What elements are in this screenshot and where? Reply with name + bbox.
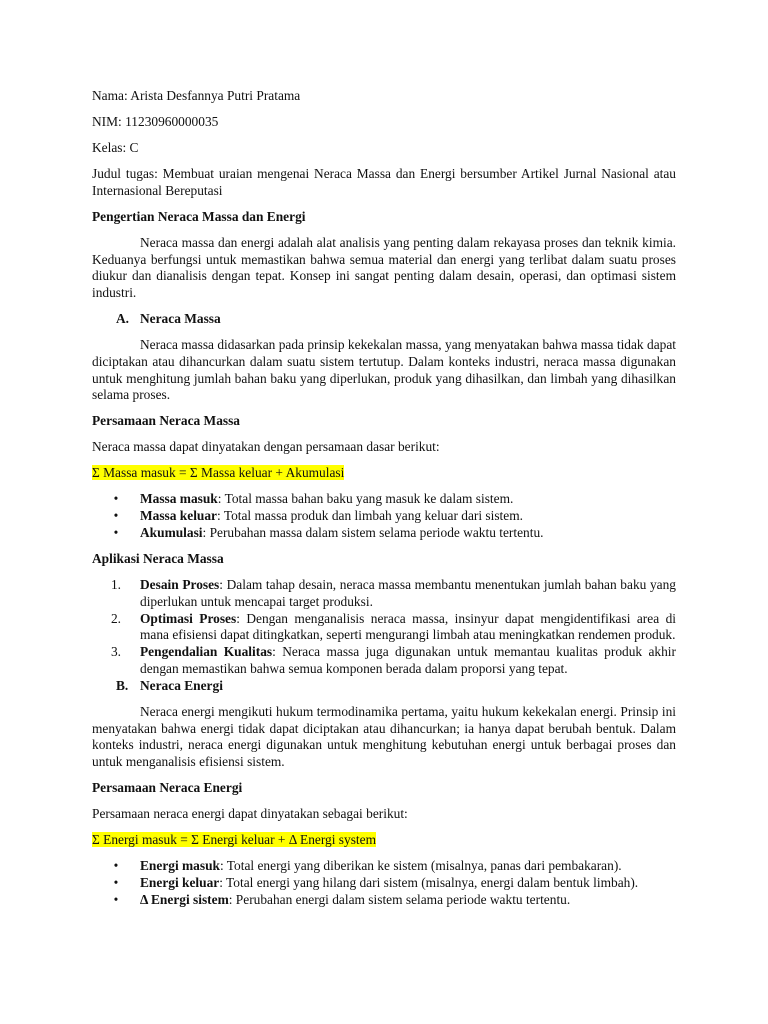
number-marker: 3. [110, 644, 122, 660]
intro-persamaan-energi: Persamaan neraca energi dapat dinyatakan sebagai berikut: [92, 806, 408, 822]
subheading-neraca-energi [92, 678, 676, 695]
bullet-marker: • [113, 891, 119, 907]
subheading-marker: A. [116, 311, 130, 327]
equation-energi-highlighted: Σ Energi masuk = Σ Energi keluar + Δ Energi system [92, 832, 377, 848]
list-item [92, 611, 676, 645]
bullet-marker: • [113, 858, 119, 874]
heading-persamaan-energi: Persamaan Neraca Energi [92, 780, 243, 796]
list-item-desc: : Total massa produk dan limbah yang keluar dari sistem. [217, 508, 523, 524]
numbered-list-aplikasi [92, 577, 676, 678]
list-item-desc: : Perubahan energi dalam sistem selama periode waktu tertentu. [228, 891, 571, 907]
paragraph-neraca-massa: Neraca massa didasarkan pada prinsip kekekalan massa, yang menyatakan bahwa massa tidak dapat diciptakan atau dihancurkan dalam suatu sistem tertutup. Dalam konteks industri, neraca massa digunakan untuk menghitung jumlah bahan baku yang diperlukan, produk yang dihasilkan, dan limbah yang dihasilkan selama proses. [92, 337, 676, 403]
list-item-desc: : Total massa bahan baku yang masuk ke dalam sistem. [217, 491, 514, 507]
heading-pengertian: Pengertian Neraca Massa dan Energi [92, 208, 306, 224]
number-marker: 1. [110, 576, 122, 592]
intro-persamaan-massa: Neraca massa dapat dinyatakan dengan persamaan dasar berikut: [92, 439, 440, 455]
list-item-desc: : Total energi yang diberikan ke sistem (misalnya, panas dari pembakaran). [219, 858, 622, 874]
subheading-marker: B. [116, 677, 129, 693]
list-item-term: Massa keluar [140, 508, 217, 524]
list-item-term: Energi keluar [140, 874, 220, 890]
subheading-title: Neraca Massa [140, 311, 221, 327]
list-item-term: Akumulasi [140, 525, 203, 540]
bullet-list-massa [92, 491, 676, 541]
student-class: Kelas: C [92, 139, 139, 155]
bullet-marker: • [113, 491, 119, 507]
subheading-neraca-massa [92, 311, 676, 328]
list-item [92, 875, 676, 892]
list-item [92, 577, 676, 611]
bullet-marker: • [113, 874, 119, 890]
list-item-term: Massa masuk [140, 491, 218, 507]
list-item [92, 858, 676, 875]
bullet-list-energi [92, 858, 676, 908]
list-item-term: Pengendalian Kualitas [140, 644, 273, 660]
student-name: Nama: Arista Desfannya Putri Pratama [92, 88, 301, 103]
heading-persamaan-massa: Persamaan Neraca Massa [92, 413, 241, 429]
list-item-term: Δ Energi sistem [140, 891, 229, 907]
list-item-desc: : Dengan menganalisis neraca massa, insinyur dapat mengidentifikasi area di mana efisiensi dapat ditingkatkan, seperti mengurangi limbah atau meningkatkan rendemen produk. [140, 610, 676, 643]
list-item [92, 508, 676, 525]
heading-aplikasi: Aplikasi Neraca Massa [92, 550, 224, 566]
list-item-term: Optimasi Proses [140, 610, 237, 626]
student-nim: NIM: 11230960000035 [92, 113, 219, 129]
subheading-title: Neraca Energi [140, 677, 223, 693]
list-item-desc: : Perubahan massa dalam sistem selama periode waktu tertentu. [202, 525, 544, 540]
bullet-marker: • [113, 525, 119, 540]
document-body [92, 88, 676, 908]
list-item-term: Energi masuk [140, 858, 220, 874]
bullet-marker: • [113, 508, 119, 524]
list-item-term: Desain Proses [140, 576, 220, 592]
assignment-title: Judul tugas: Membuat uraian mengenai Neraca Massa dan Energi bersumber Artikel Jurnal Nasional atau Internasional Bereputasi [92, 165, 676, 198]
list-item [92, 525, 676, 542]
list-item [92, 491, 676, 508]
equation-massa-highlighted: Σ Massa masuk = Σ Massa keluar + Akumulasi [92, 465, 345, 481]
list-item-desc: : Total energi yang hilang dari sistem (misalnya, energi dalam bentuk limbah). [219, 874, 639, 890]
paragraph-neraca-energi: Neraca energi mengikuti hukum termodinamika pertama, yaitu hukum kekekalan energi. Prinsip ini menyatakan bahwa energi tidak dapat diciptakan atau dihancurkan; ia hanya dapat berubah bentuk. Dalam konteks industri, neraca energi digunakan untuk menghitung kebutuhan energi untuk berbagai proses dan untuk menganalisis efisiensi sistem. [92, 703, 676, 770]
paragraph-pengertian: Neraca massa dan energi adalah alat analisis yang penting dalam rekayasa proses dan teknik kimia. Keduanya berfungsi untuk memastikan bahwa semua material dan energi yang terlibat dalam suatu proses diukur dan dianalisis dengan tepat. Konsep ini sangat penting dalam desain, operasi, dan optimasi sistem industri. [92, 234, 676, 301]
list-item [92, 644, 676, 678]
list-item-desc: : Dalam tahap desain, neraca massa membantu menentukan jumlah bahan baku yang diperlukan untuk mencapai target produksi. [140, 576, 676, 609]
list-item-desc: : Neraca massa juga digunakan untuk memantau kualitas produk akhir dengan memastikan bahwa semua komponen berada dalam proporsi yang tepat. [140, 644, 676, 676]
list-item [92, 892, 676, 909]
number-marker: 2. [110, 610, 122, 626]
